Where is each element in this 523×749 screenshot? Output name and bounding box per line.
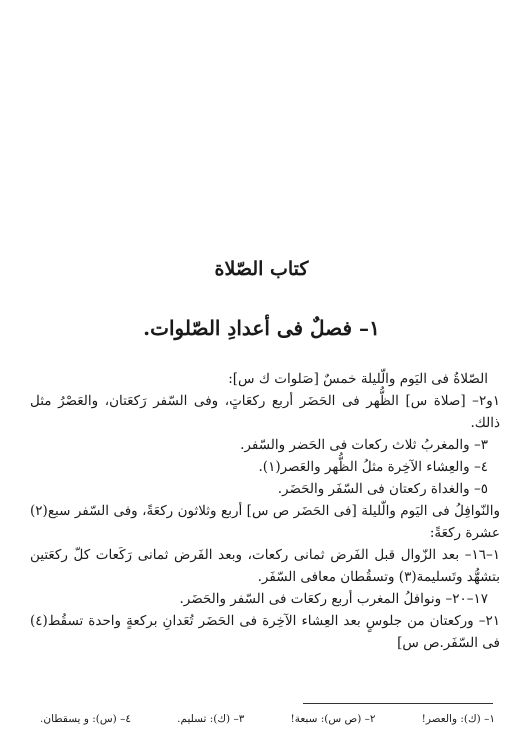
footnote: ٤– (س): و يسقطان. bbox=[40, 713, 131, 725]
paragraph: ١٧–٢٠– ونوافلُ المغرب أربع ركعَات فى السّفر والحَضَر. bbox=[179, 591, 488, 607]
paragraph: ١و٢– [صلاة س] الظُّهر فى الحَضَر أربع ركعَاتٍ، وفى السّفر رَكعَتان، والعَصْرُ مثل ذالك. bbox=[30, 393, 500, 431]
paragraph: الصّلاةُ فى اليَوم والّليلة خمسٌ [صَلوات ك س]: bbox=[228, 371, 488, 387]
paragraph: ٤– والعِشاء الآخِرة مثلُ الظُّهر والعَصر(١). bbox=[258, 459, 488, 475]
footnote: ١– (ك): والعصر! bbox=[421, 713, 495, 725]
paragraph: والنّوافِلُ فى اليَوم والّليلة [فى الحَضَر ص س] أربع وثلاثون ركعَةً، وفى السّفر سبع(٢) عشرة ركعَةً: bbox=[30, 503, 500, 541]
footnotes bbox=[40, 712, 495, 726]
book-title: كتاب الصّلاة bbox=[214, 258, 309, 280]
paragraph: ١–١٦– بعد الزّوال قبل الفَرض ثمانى ركعات، وبعد الفَرض ثمانى رَكَعات كلّ ركعَتين بتشهُّد وتَسليمة(٣) وتسقُطان معافى السّفَر. bbox=[30, 547, 500, 585]
paragraph: ٥– والغداة ركعتان فى السّفَر والحَضَر. bbox=[277, 481, 488, 497]
paragraph: ٢١– وركعتان من جلوسٍ بعد العِشاء الآخِرة فى الحَضَر تُعَدانِ بركعةٍ واحدة تسقُط(٤) فى السّفَر.ص س] bbox=[30, 613, 500, 651]
chapter-title: ١– فصلٌ فى أعدادِ الصّلوات. bbox=[143, 316, 380, 340]
footnote: ٣– (ك): تسليم. bbox=[177, 713, 245, 725]
footnote-divider bbox=[303, 703, 493, 704]
body-text bbox=[30, 368, 500, 654]
footnote: ٢– (ص س): سبعة! bbox=[290, 713, 376, 725]
paragraph: ٣– والمغربُ ثلاث ركعات فى الحَضر والسّفر. bbox=[240, 437, 488, 453]
